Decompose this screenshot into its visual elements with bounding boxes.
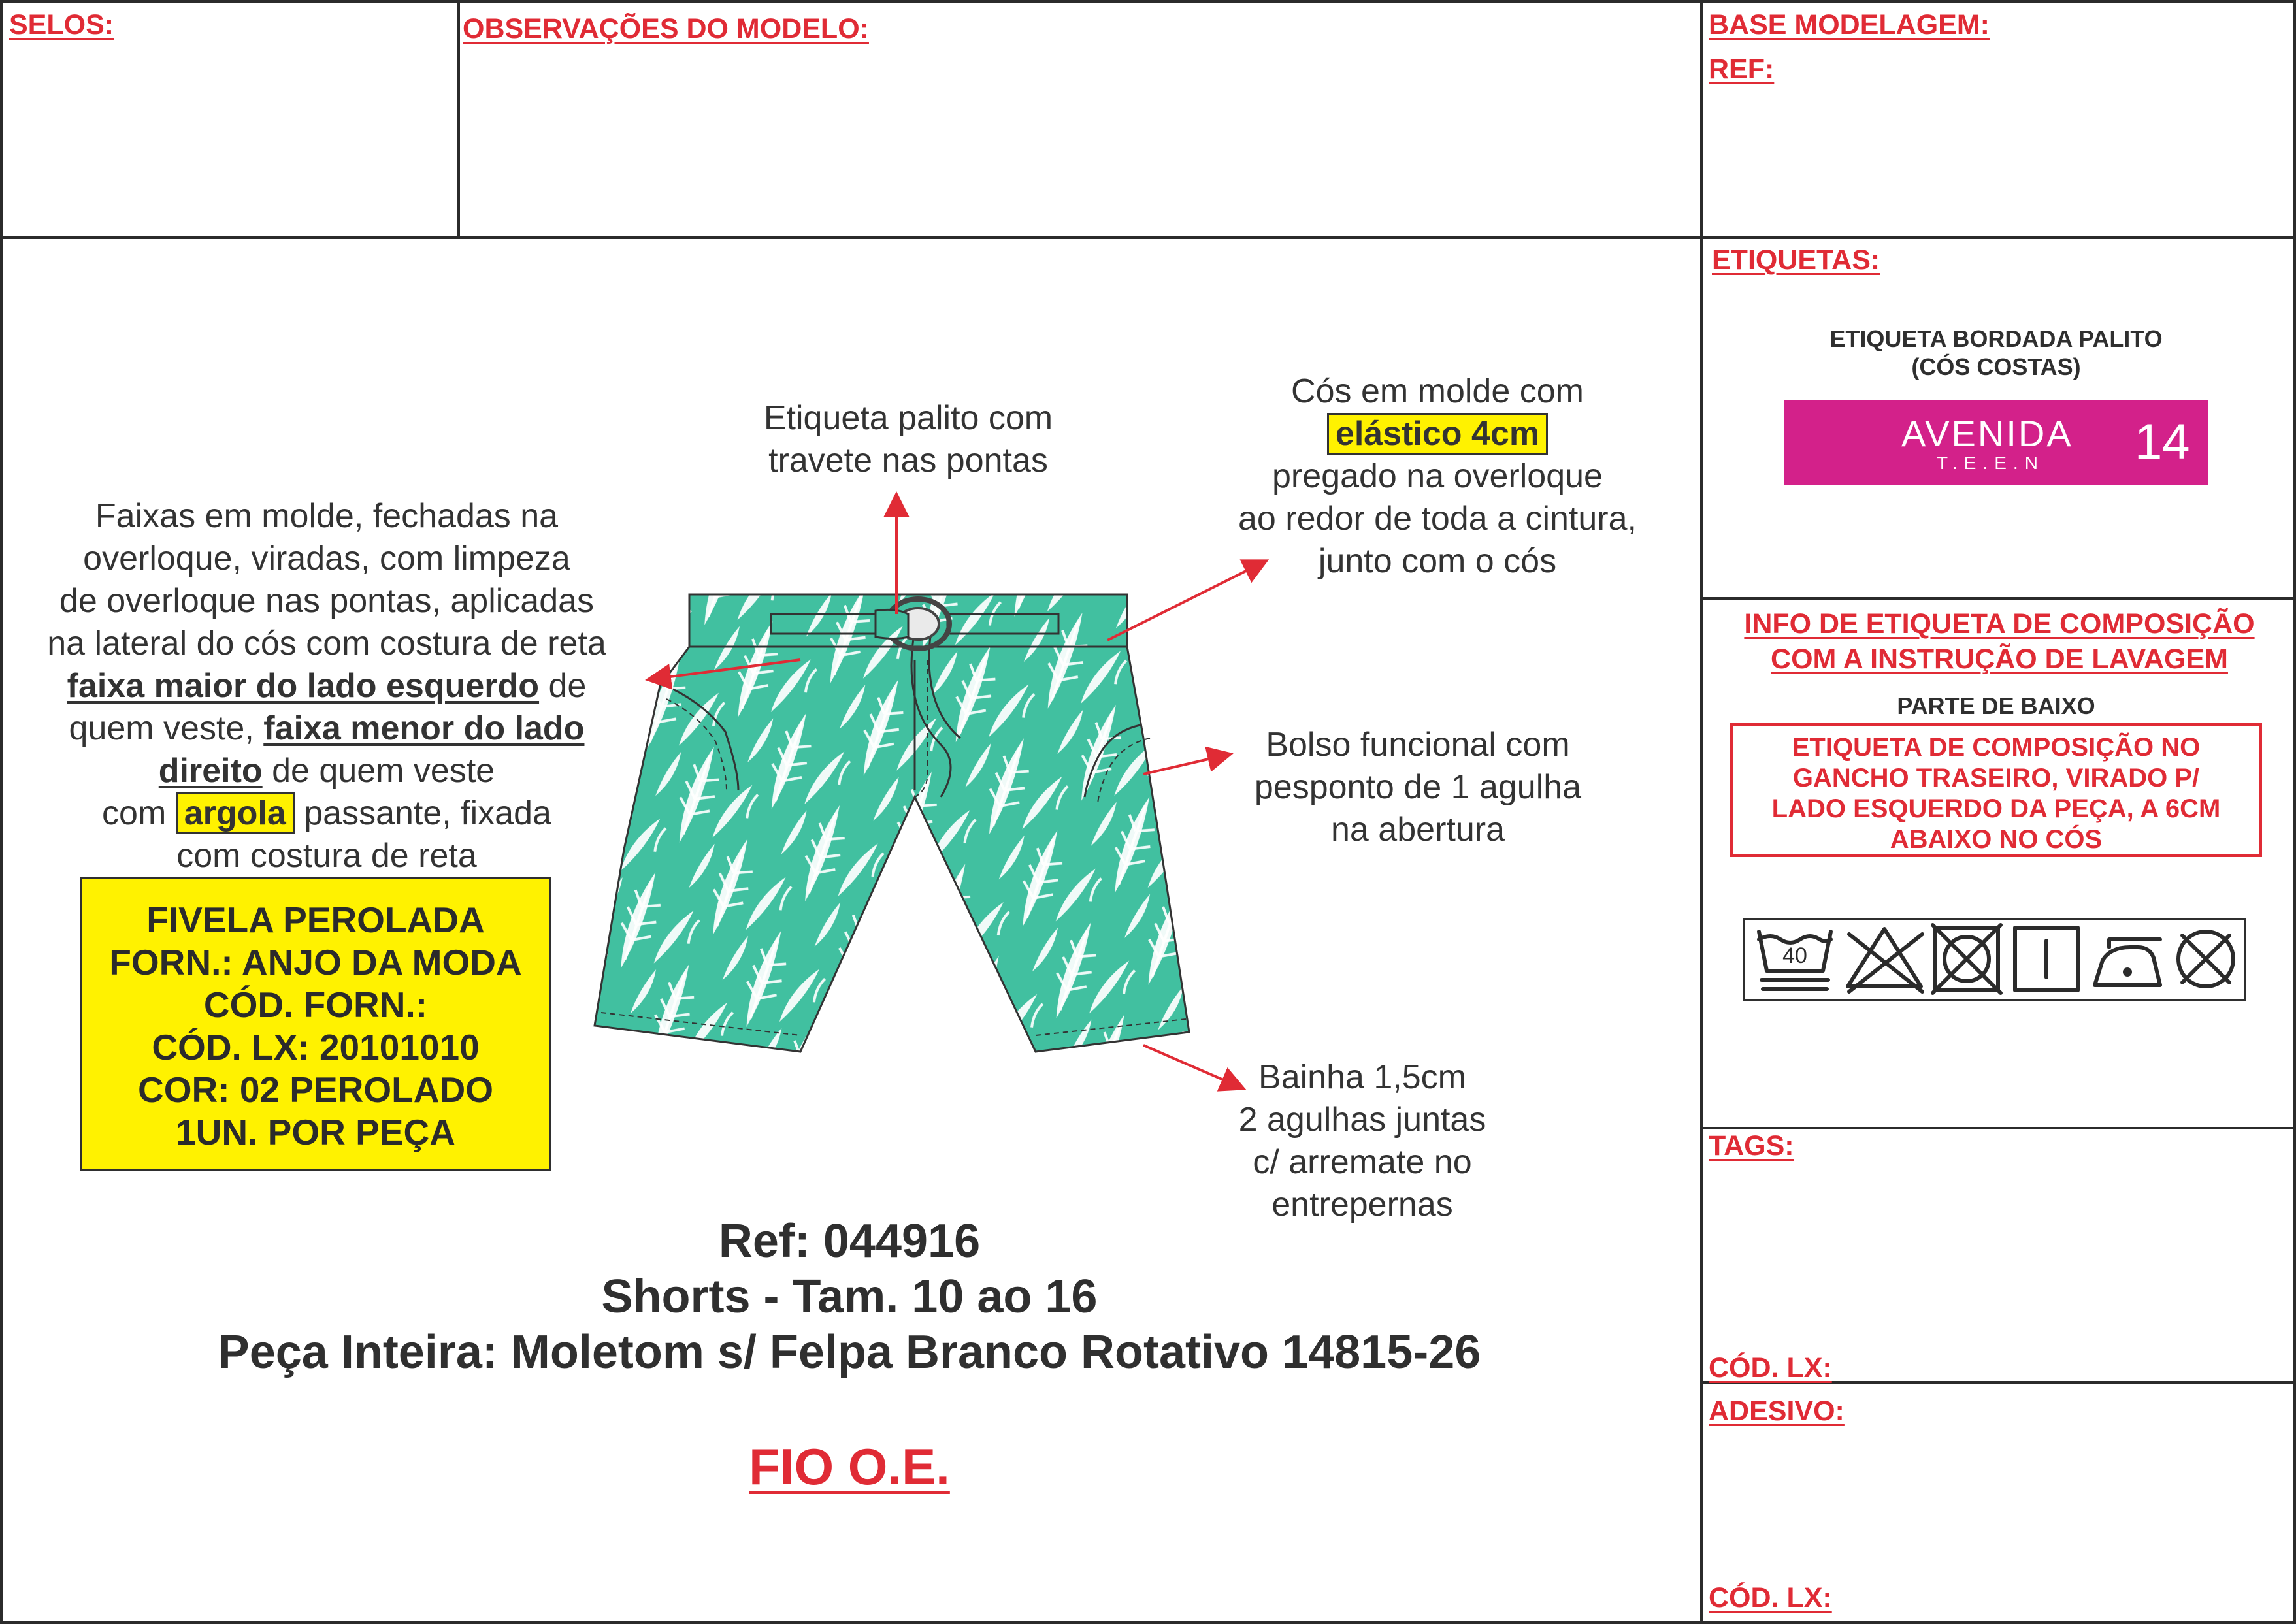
info-label (1712, 606, 2287, 677)
sidebar-row-divider-2 (1700, 1127, 2296, 1129)
fivela-line: 1UN. POR PEÇA (176, 1112, 455, 1152)
cos-line: ao redor de toda a cintura, (1238, 500, 1637, 538)
bainha-line: entrepernas (1271, 1186, 1453, 1224)
faixas-line: com costura de reta (176, 837, 477, 875)
fivela-line: CÓD. LX: 20101010 (152, 1027, 480, 1067)
selos-label: SELOS: (9, 9, 114, 41)
arrow-faixas (650, 660, 800, 679)
elastico-highlight: elástico 4cm (1327, 413, 1548, 455)
composicao-line: GANCHO TRASEIRO, VIRADO P/ (1792, 764, 2200, 792)
faixas-line: de overloque nas pontas, aplicadas (59, 582, 595, 620)
bainha-line: 2 agulhas juntas (1238, 1101, 1486, 1139)
cos-line: Cós em molde com (1291, 372, 1584, 410)
info-label-line2: COM A INSTRUÇÃO DE LAVAGEM (1771, 643, 2228, 675)
product-name: Shorts - Tam. 10 ao 16 (601, 1271, 1098, 1323)
direito-text: direito (158, 752, 263, 790)
tags-label: TAGS: (1709, 1130, 1794, 1161)
etiqueta-title-line1: ETIQUETA BORDADA PALITO (1829, 325, 2163, 352)
fivela-line: CÓD. FORN.: (203, 984, 428, 1025)
product-fabric: Peça Inteira: Moletom s/ Felpa Branco Rotativo 14815-26 (218, 1326, 1481, 1378)
faixas-line-rest: de (539, 667, 587, 705)
no-dry-clean-icon (2178, 932, 2233, 986)
faixas-line: Faixas em molde, fechadas na (95, 497, 559, 535)
arrow-bolso (1143, 755, 1228, 774)
iron-low-icon (2095, 939, 2160, 985)
bainha-line: c/ arremate no (1253, 1143, 1472, 1181)
line-dry-icon (2015, 928, 2078, 990)
etiqueta-title (1731, 325, 2261, 381)
faixas-line-rest: de quem veste (262, 752, 495, 790)
base-modelagem-label: BASE MODELAGEM: (1709, 9, 1990, 41)
cod-lx-label-1: CÓD. LX: (1709, 1352, 1832, 1384)
faixas-line-rest: passante, fixada (294, 794, 551, 832)
bolso-line: Bolso funcional com (1266, 726, 1570, 764)
faixas-line: na lateral do cós com costura de reta (47, 625, 606, 662)
care-icons (1745, 920, 2244, 999)
arrow-bainha (1143, 1045, 1241, 1088)
etiqueta-title-line2: (CÓS COSTAS) (1911, 353, 2081, 380)
composicao-line: LADO ESQUERDO DA PEÇA, A 6CM (1771, 794, 2221, 823)
bolso-line: pesponto de 1 agulha (1254, 768, 1582, 806)
fivela-line: FIVELA PEROLADA (146, 900, 485, 940)
fivela-line: COR: 02 PEROLADO (138, 1069, 493, 1110)
product-ref: Ref: 044916 (718, 1215, 981, 1267)
arrow-cos (1107, 562, 1264, 640)
parte-label: PARTE DE BAIXO (1897, 692, 2095, 719)
cos-line: pregado na overloque (1272, 457, 1603, 495)
composicao-line: ABAIXO NO CÓS (1890, 825, 2103, 854)
avenida-teen-label (1784, 400, 2208, 485)
composicao-line: ETIQUETA DE COMPOSIÇÃO NO (1792, 733, 2201, 762)
bainha-line: Bainha 1,5cm (1258, 1058, 1466, 1096)
brand-logo-name: AVENIDA (1901, 413, 2073, 454)
composicao-box (1730, 723, 2262, 857)
cod-lx-label-2: CÓD. LX: (1709, 1582, 1832, 1614)
faixa-menor-text: faixa menor do lado (263, 709, 585, 747)
etiqueta-palito-line: Etiqueta palito com (763, 399, 1053, 437)
bolso-line: na abertura (1331, 811, 1505, 849)
thread-label: FIO O.E. (749, 1438, 950, 1495)
etiquetas-label: ETIQUETAS: (1712, 244, 1880, 276)
faixas-line-pre: quem veste, (69, 709, 264, 747)
adesivo-label: ADESIVO: (1709, 1395, 1845, 1427)
fivela-line: FORN.: ANJO DA MODA (109, 942, 522, 983)
ref-label: REF: (1709, 54, 1775, 85)
argola-highlight: argola (176, 792, 295, 834)
care-instructions-strip (1743, 918, 2246, 1001)
info-label-line1: INFO DE ETIQUETA DE COMPOSIÇÃO (1744, 608, 2255, 640)
product-title-block (0, 1214, 1699, 1380)
brand-logo-sub: T.E.E.N (1937, 453, 2044, 473)
no-tumble-dry-icon (1933, 925, 2001, 993)
no-bleach-icon (1848, 929, 1922, 992)
sidebar-row-divider-1 (1700, 597, 2296, 600)
faixas-line: overloque, viradas, com limpeza (83, 540, 570, 577)
cos-line: junto com o cós (1318, 542, 1557, 580)
wash-temp-text: 40 (1782, 943, 1807, 968)
observacoes-label: OBSERVAÇÕES DO MODELO: (463, 13, 869, 44)
faixas-line-pre: com (102, 794, 176, 832)
etiqueta-palito-line: travete nas pontas (768, 442, 1048, 479)
faixa-maior-text: faixa maior do lado esquerdo (67, 667, 540, 705)
brand-logo-number: 14 (2135, 414, 2190, 470)
